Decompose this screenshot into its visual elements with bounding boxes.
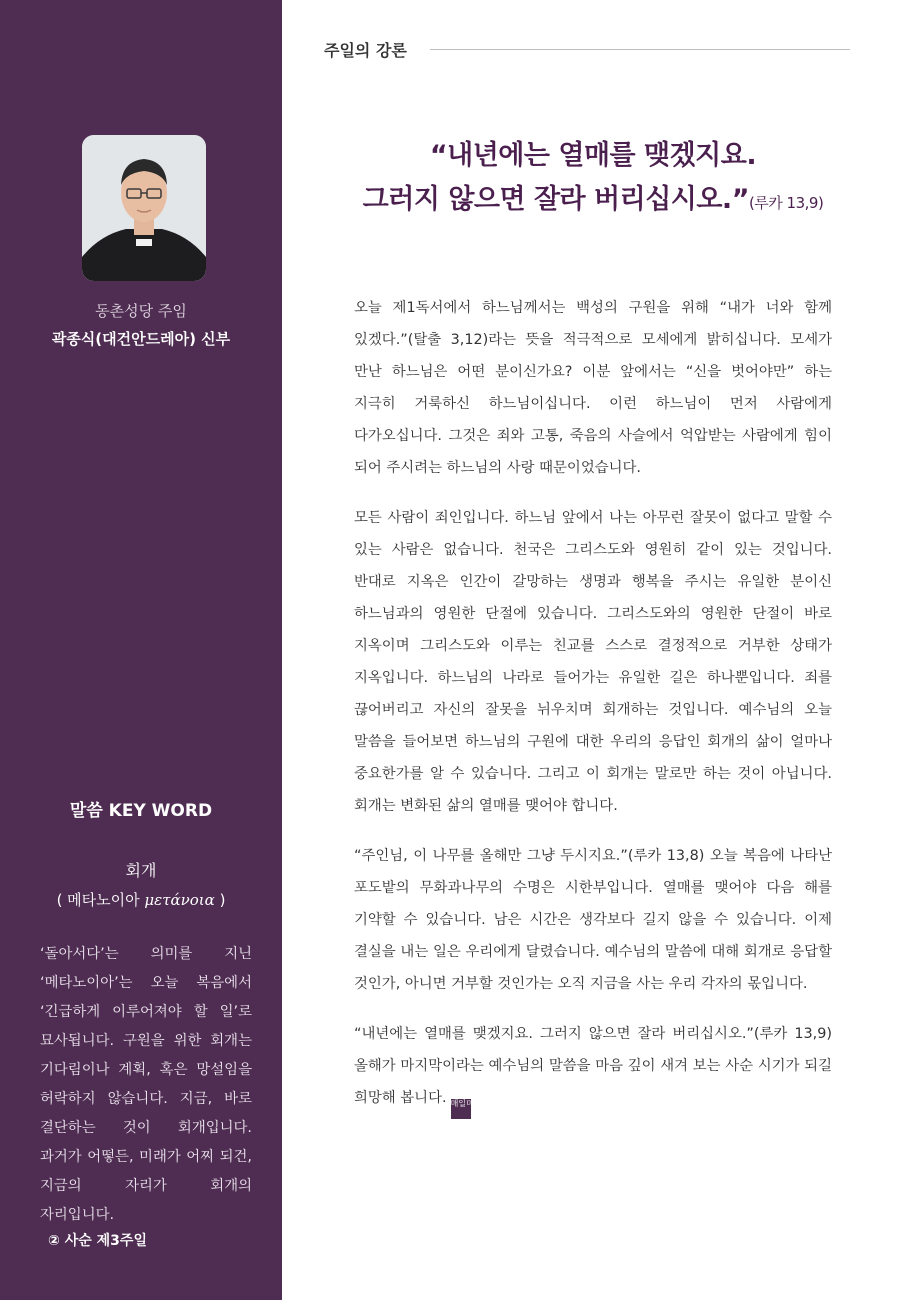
keyword-heading: 말씀 KEY WORD: [69, 801, 213, 821]
keyword-origin-open: ( 메타노이아: [56, 891, 145, 909]
body-paragraph: 모든 사람이 죄인입니다. 하느님 앞에서 나는 아무런 잘못이 없다고 말할 수 있는 사람은 없습니다. 천국은 그리스도와 영원히 같이 있는 것입니다. 반대로 지옥은 인간이 갈망하는 생명과 행복을 주시는 유일한 분이신 하느님과의 영원한 단절에 있습니다. 그리스도와의 영원한 단절이 바로 지옥이며 그리스도와 이루는 친교를 스스로 결정적으로 거부한 상태가 지옥입니다. 하느님의 나라로 들어가는 유일한 길은 하나뿐입니다. 죄를 끊어버리고 자신의 잘못을 뉘우치며 회개하는 것입니다. 예수님의 오늘 말씀을 들어보면 하느님의 구원에 대한 우리의 응답인 회개의 삶이 얼마나 중요한가를 알 수 있습니다. 그리고 이 회개는 말로만 하는 것이 아닙니다. 회개는 변화된 삶의 열매를 맺어야 합니다.: [354, 510, 832, 814]
sermon-body: [354, 292, 832, 1137]
keyword-word: 회개: [125, 861, 157, 880]
body-paragraph: “주인님, 이 나무를 올해만 그냥 두시지요.”(루카 13,8) 오늘 복음에 나타난 포도밭의 무화과나무의 수명은 시한부입니다. 열매를 맺어야 다음 해를 기약할 수 있습니다. 남은 시간은 생각보다 길지 않을 수 있습니다. 이제 결실을 내는 일은 우리에게 달렸습니다. 예수님의 말씀에 대해 회개로 응답할 것인가, 아니면 거부할 것인가는 오직 지금을 사는 우리 각자의 몫입니다.: [354, 848, 832, 992]
body-paragraph: 오늘 제1독서에서 하느님께서는 백성의 구원을 위해 “내가 너와 함께 있겠다.”(탈출 3,12)라는 뜻을 적극적으로 모세에게 밝히십니다. 모세가 만난 하느님은 어떤 분이신가요? 이분 앞에서는 “신을 벗어야만” 하는 지극히 거룩하신 하느님이십니다. 이런 하느님이 먼저 사람에게 다가오십니다. 그것은 죄와 고통, 죽음의 사슬에서 억압받는 사람에게 힘이 되어 주시려는 하느님의 사랑 때문이었습니다.: [354, 300, 832, 476]
footer-page-label: ② 사순 제3주일: [48, 1233, 147, 1249]
title-line-1: “내년에는 열매를 맺겠지요.: [429, 140, 757, 171]
title-reference: (루카 13,9): [748, 194, 824, 212]
sidebar: [0, 0, 282, 1300]
keyword-origin-close: ): [214, 891, 226, 909]
header-rule: [430, 49, 850, 50]
title-line-2: [300, 178, 886, 225]
sermon-title: [300, 134, 886, 225]
body-paragraph-text: “내년에는 열매를 맺겠지요. 그러지 않으면 잘라 버리십시오.”(루카 13,9) 올해가 마지막이라는 예수님의 말씀을 마음 깊이 새겨 보는 사순 시기가 되길 희망해 봅니다.: [354, 1026, 832, 1106]
title-line-2-text: 그러지 않으면 잘라 버리십시오.”: [362, 184, 749, 215]
keyword-origin: [0, 889, 282, 910]
end-mark-icon: 매일미사: [451, 1099, 471, 1119]
portrait-image: [82, 135, 206, 281]
section-label: 주일의 강론: [324, 41, 407, 60]
author-name: 곽종식(대건안드레아) 신부: [51, 330, 231, 348]
keyword-origin-greek: μετάνοια: [144, 891, 215, 909]
author-portrait: [82, 135, 206, 281]
keyword-description: ‘돌아서다’는 의미를 지닌 ‘메타노이아’는 오늘 복음에서 ‘긴급하게 이루어져야 할 일’로 묘사됩니다. 구원을 위한 회개는 기다림이나 계획, 혹은 망설임을 허락하지 않습니다. 지금, 바로 결단하는 것이 회개입니다. 과거가 어떻든, 미래가 어찌 되건, 지금의 자리가 회개의 자리입니다.: [40, 946, 252, 1223]
author-church: 동촌성당 주임: [95, 302, 187, 320]
body-paragraph-last: [354, 1018, 832, 1119]
